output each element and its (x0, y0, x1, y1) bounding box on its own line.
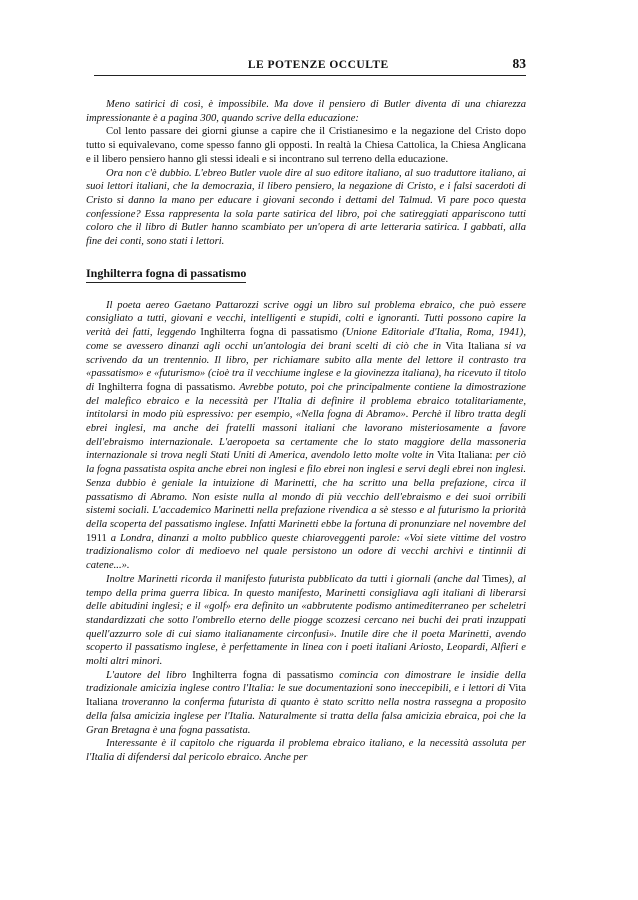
newspaper-title: Times (479, 573, 509, 585)
text-run: ), al tempo della prima guerra libica. In questo manifesto, Marinetti consigliava agli italiani di liberarsi delle abitudini inglesi; e il «golf» era definito un «abbrutente podismo antimediterraneo per scheletri standardizzati che sotto l'ombrello eterno delle piogge scozzesi cercano nei buchi dei prati inzuppati quell'azzurro sole di cui siamo italianamente circonfusi». Inutile dire che il poeta Marinetti, avendo scoperto il passatismo inglese, è perfettamente in linea con i poeti italiani Ariosto, Leopardi, Alfieri e molti altri minori. (86, 573, 526, 668)
text-run: Avrebbe potuto, poi che principalmente contiene la dimostrazione del malefico ebraico e la necessità per l'Italia di definire il problema ebraico totalitariamente, intitolarsi in modo più espressivo: per esempio, «Nella fogna di Abramo». Perchè il libro tratta degli ebrei inglesi, ma anche dei fratelli massoni italiani che lavorano misteriosamente a favore dell'ebraismo internazionale. L'aeropoeta sa certamente che lo stato maggiore della massoneria internazionale si trova negli Stati Uniti di America, avendolo letto molte volte in (86, 381, 526, 462)
text-run: a Londra, dinanzi a molto pubblico queste chiaroveggenti parole: «Voi siete vittime del vostro tradizionalismo color di medioevo nel quale persistono un odore di vecchi archivi e tintinnii di catene...». (86, 532, 526, 572)
journal-title: Vita Italiana (86, 683, 527, 709)
text-run: L'autore del libro (106, 669, 187, 681)
text-run: Inoltre Marinetti ricorda il manifesto futurista pubblicato da tutti i giornali (anche dal (106, 573, 480, 585)
book-title: Inghilterra fogna di passatismo. (94, 381, 240, 393)
section-heading: Inghilterra fogna di passatismo (86, 266, 246, 283)
page-number: 83 (512, 56, 526, 71)
book-title: Inghilterra fogna di passatismo (186, 669, 340, 681)
journal-title: Vita Italiana: (433, 450, 496, 462)
year: 1911 (86, 532, 111, 544)
quote-paragraph: Col lento passare dei giorni giunse a capire che il Cristianesimo e la negazione del Cristo dopo tutto si equivalevano, come spesso fanno gli opposti. In realtà la Chiesa Cattolica, la Chiesa Anglicana e il libero pensiero hanno gli stessi ideali e si incontrano sul terreno della educazione. (86, 126, 526, 165)
text-run: per ciò la fogna passatista ospita anche ebrei non inglesi e filo ebrei non inglesi e servi degli ebrei non inglesi. Senza dubbio è geniale la intuizione di Marinetti, che ha scritto una bella prefazione, circa il passatismo di Abramo. Non esiste nulla al mondo di più vecchio dell'ebraismo e dei suoi orribili sistemi sociali. L'accademico Marinetti nella prefazione rivendica a sè stesso e al futurismo la priorità della scoperta del passatismo inglese. Infatti Marinetti ebbe la fortuna di pronunziare nel novembre del (86, 450, 527, 530)
journal-title: Vita Italiana (441, 340, 505, 352)
intro-text (86, 98, 526, 249)
running-header (94, 56, 526, 76)
text-run: troveranno la conferma futurista di quanto è stato scritto nella nostra rassegna a proposito della falsa amicizia inglese per l'Italia. Naturalmente si tratta della falsa amicizia ebraica, poi che la Gran Bretagna è una fogna passatista. (86, 697, 526, 736)
running-title: LE POTENZE OCCULTE (247, 59, 389, 71)
text-run: Il poeta aereo Gaetano Pattarozzi scrive oggi un libro sul problema ebraico, che può essere consigliato a tutti, giovani e vecchi, intelligenti e stupidi, colti e ignoranti. Tutti possono capire la verità dei fatti, leggendo (86, 299, 526, 339)
section-paragraph-4: Interessante è il capitolo che riguarda il problema ebraico italiano, e la necessità assoluta per l'Italia di difendersi dal pericolo ebraico. Anche per (86, 738, 526, 763)
intro-paragraph-3: Ora non c'è dubbio. L'ebreo Butler vuole dire al suo editore italiano, al suo traduttore italiano, ai suoi lettori italiani, che la democrazia, il libero pensiero, la negazione di Cristo, e i falsi sacerdoti di Cristo si danno la mano per educare i giovani secondo i dettami del Talmud. Vi pare poco questa confessione? Essa rappresenta la sola parte satirica del libro, poi che satireggiati appariscono tutti coloro che il libro di Butler hanno scambiato per un'opera di arte letteraria satirica. I gabbati, alla fine dei conti, sono stati i lettori. (86, 167, 526, 248)
section-body (86, 299, 526, 765)
book-title: Inghilterra fogna di passatismo (195, 327, 343, 339)
intro-paragraph-1: Meno satirici di così, è impossibile. Ma dove il pensiero di Butler diventa di una chiarezza impressionante è a pagina 300, quando scrive della educazione: (86, 99, 526, 124)
section-paragraph-2 (86, 573, 526, 669)
text-run: si va scrivendo da un trentennio. Il libro, per richiamare subito alla mente del lettore il contrasto tra «passatismo» e «futurismo» (cioè tra il vecchiume inglese e la giovinezza italiana), ha ricevuto il titolo di (86, 340, 527, 393)
text-run: (Unione Editoriale d'Italia, Roma, 1941), come se avessero dinanzi agli occhi un'antologia dei brani scelti di ciò che in (86, 327, 526, 352)
text-run: comincia con dimostrare le insidie della tradizionale amicizia inglese contro l'Italia: le sue documentazioni sono ineccepibili, e i lettori di (86, 669, 526, 695)
section-paragraph-1 (86, 299, 526, 573)
section-paragraph-3 (86, 669, 526, 738)
